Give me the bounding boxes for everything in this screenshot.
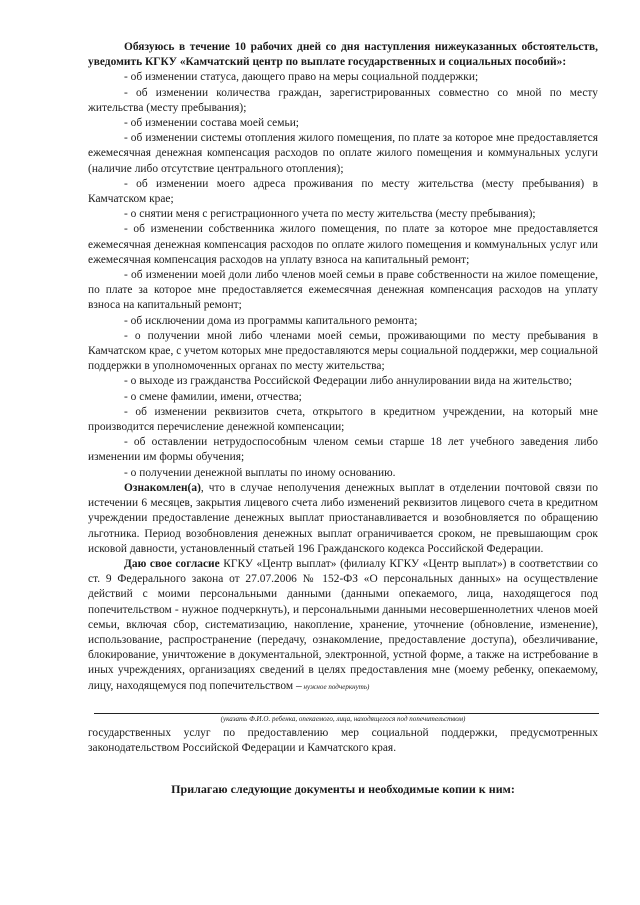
obligation-item: - о получении денежной выплаты по иному основанию. — [124, 466, 396, 479]
obligation-item: - об оставлении нетрудоспособным членом семьи старше 18 лет учебного заведения либо изменении им формы обучения; — [88, 436, 598, 464]
obligation-item: - об изменении системы отопления жилого помещения, по плате за которое мне предоставляется ежемесячная денежная компенсация расходов по оплате жилого помещения и коммунальных услуги (наличие либо отсутствие центрального отопления); — [88, 132, 598, 175]
obligation-item: - о снятии меня с регистрационного учета по месту жительства (месту пребывания); — [124, 208, 536, 221]
obligation-item: - об изменении моего адреса проживания по месту жительства (месту пребывания) в Камчатском крае; — [88, 177, 598, 206]
consent-lead: Даю свое согласие — [124, 557, 220, 570]
acknowledgement-paragraph — [88, 481, 598, 557]
obligation-item: - об изменении реквизитов счета, открытого в кредитном учреждении, на который мне производится перечисление денежной компенсации; — [88, 405, 598, 434]
obligation-item: - об изменении моей доли либо членов моей семьи в праве собственности на жилое помещение, по плате за которое мне предоставляется ежемесячная денежная компенсация расходов на уплату взноса на капитальный ремонт; — [88, 269, 598, 312]
obligation-item: - об изменении собственника жилого помещения, по плате за которое мне предоставляется ежемесячная денежная компенсация расходов по оплате жилого помещения и коммунальных услуг или ежемесячная компенсация расходов на уплату взноса на капитальный ремонт; — [88, 223, 598, 266]
obligation-item: - об изменении количества граждан, зарегистрированных совместно со мной по месту жительства (месту пребывания); — [88, 86, 598, 114]
acknowledgement-text: , что в случае неполучения денежных выплат в отделении почтовой связи по истечении 6 месяцев, закрытия лицевого счета либо изменений реквизитов лицевого счета в кредитном учреждении предоставление денежных выплат приостанавливается и возобновляется по обращению льготника. Период возобновления денежных выплат ограничивается сроком, не превышающим срок исковой давности, установленный статьей 196 Гражданского кодекса Российской Федерации. — [88, 481, 598, 555]
consent-tail: государственных услуг по предоставлению мер социальной поддержки, предусмотренных законодательством Российской Федерации и Камчатского края. — [88, 726, 598, 754]
guardian-name-caption: (указать Ф.И.О. ребенка, опекаемого, лица, находящегося под попечительством) — [220, 714, 466, 723]
guardian-name-field[interactable] — [94, 701, 599, 714]
attachments-heading: Прилагаю следующие документы и необходимые копии к ним: — [171, 782, 515, 797]
obligation-item: - о смене фамилии, имени, отчества; — [124, 390, 302, 403]
consent-text: КГКУ «Центр выплат» (филиалу КГКУ «Центр выплат») в соответствии со ст. 9 Федерального закона от 27.07.2006 № 152-ФЗ «О персональных данных» на осуществление действий с моими персональными данными (данными опекаемого, лица, находящегося под попечительством - нужное подчеркнуть), и персональными данными несовершеннолетних членов моей семьи, включая сбор, систематизацию, накопление, хранение, уточнение (обновление, изменение), использование, распространение (передачу, ознакомление, предоставление доступа), обезличивание, блокирование, уничтожение в документальной, электронной, устной форме, а также на истребование в иных учреждениях, организациях сведений в целях предоставления мне (моему ребенку, опекаемому, лицу, находящемуся под попечительством – — [88, 557, 598, 692]
consent-paragraph — [88, 557, 598, 695]
obligation-item: - об исключении дома из программы капитального ремонта; — [124, 314, 418, 327]
obligation-item: - о получении мной либо членами моей семьи, проживающими по месту пребывания в Камчатском крае, с учетом которых мне предоставляются меры социальной поддержки, мер социальной поддержки в уполномоченных органах по месту жительства; — [88, 329, 598, 373]
obligation-item: - об изменении состава моей семьи; — [124, 117, 299, 130]
consent-note: нужное подчеркнуть) — [301, 682, 370, 691]
acknowledgement-lead: Ознакомлен(а) — [124, 481, 201, 494]
obligation-item: - об изменении статуса, дающего право на меры социальной поддержки; — [124, 71, 479, 84]
obligation-list — [88, 70, 598, 480]
obligation-item: - о выходе из гражданства Российской Федерации либо аннулировании вида на жительство; — [124, 375, 573, 388]
document-body — [88, 40, 598, 797]
obligation-heading: Обязуюсь в течение 10 рабочих дней со дня наступления нижеуказанных обстоятельств, уведомить КГКУ «Камчатский центр по выплате государственных и социальных пособий»: — [88, 41, 598, 69]
